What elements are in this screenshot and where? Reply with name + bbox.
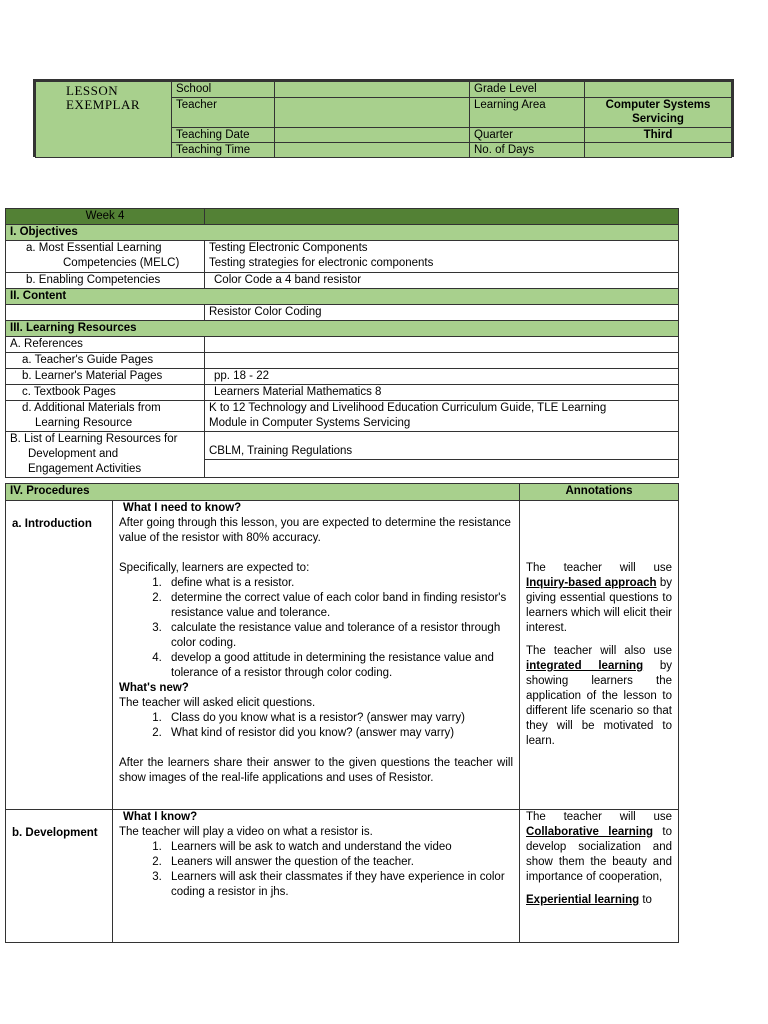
development-label: b. Development xyxy=(6,810,113,943)
introduction-content: What I need to know? After going through this lesson, you are expected to determine the resistance value of the resistor with 80% accuracy. Specifically, learners are expected to: 1. define what is a resistor. 2. determine the correct value of each color band in finding resistor's resistance value and tolerance. 3. calculate the resistance value and tolerance of a resistor through color coding. 4. develop a good attitude in determining the resistance value and tolerance of a resistor through color coding. What's new? The teacher will asked elicit questions. 1. Class do you know what is a resistor? (answer may varry) 2. What kind of resistor did you know? (answer may varry) After the learners share their answer to the given questions the teacher will show images of the real-life applications and uses of Resistor. xyxy=(113,501,520,810)
teachers-guide-label: a. Teacher's Guide Pages xyxy=(6,353,205,369)
additional-materials-label: d. Additional Materials from Learning Resource xyxy=(6,401,205,432)
content-heading: II. Content xyxy=(6,289,679,305)
school-value xyxy=(275,82,470,98)
list-resources-value: CBLM, Training Regulations xyxy=(205,432,679,460)
learners-material-label: b. Learner's Material Pages xyxy=(6,369,205,385)
grade-level-label: Grade Level xyxy=(470,82,585,98)
teacher-label: Teacher xyxy=(172,98,275,128)
melc-value: Testing Electronic Components Testing strategies for electronic components xyxy=(205,241,679,273)
teaching-time-value xyxy=(275,143,470,158)
melc-label: a. Most Essential Learning Competencies (MELC) xyxy=(6,241,205,273)
quarter-label: Quarter xyxy=(470,128,585,143)
textbook-label: c. Textbook Pages xyxy=(6,385,205,401)
week-value xyxy=(205,209,679,225)
resources-heading: III. Learning Resources xyxy=(6,321,679,337)
list-resources-empty xyxy=(205,459,679,477)
content-value: Resistor Color Coding xyxy=(205,305,679,321)
teachers-guide-value xyxy=(205,353,679,369)
week-label: Week 4 xyxy=(6,209,205,225)
enabling-value: Color Code a 4 band resistor xyxy=(205,273,679,289)
references-label: A. References xyxy=(6,337,205,353)
textbook-value: Learners Material Mathematics 8 xyxy=(205,385,679,401)
school-label: School xyxy=(172,82,275,98)
lesson-plan-table xyxy=(5,208,679,478)
development-content: What I know? The teacher will play a video on what a resistor is. 1. Learners will be ask to watch and understand the video 2. Leaners will answer the question of the teacher. 3. Learners will ask their classmates if they have experience in color coding a resistor in jhs. xyxy=(113,810,520,943)
lesson-exemplar-title: LESSON EXEMPLAR xyxy=(36,82,172,158)
annotations-heading: Annotations xyxy=(520,484,679,501)
list-resources-label: B. List of Learning Resources for Development and Engagement Activities xyxy=(6,432,205,478)
enabling-label: b. Enabling Competencies xyxy=(6,273,205,289)
objectives-heading: I. Objectives xyxy=(6,225,679,241)
lesson-header xyxy=(33,79,734,157)
learning-area-label: Learning Area xyxy=(470,98,585,128)
procedures-table xyxy=(5,483,679,943)
grade-level-value xyxy=(585,82,732,98)
introduction-label: a. Introduction xyxy=(6,501,113,810)
references-value xyxy=(205,337,679,353)
learning-area-value: Computer Systems Servicing xyxy=(585,98,732,128)
procedures-heading: IV. Procedures xyxy=(6,484,520,501)
teacher-value xyxy=(275,98,470,128)
days-label: No. of Days xyxy=(470,143,585,158)
teaching-date-value xyxy=(275,128,470,143)
development-annotation: The teacher will use Collaborative learning to develop socialization and show them the beauty and importance of cooperation, Experiential learning to xyxy=(520,810,679,943)
learners-material-value: pp. 18 - 22 xyxy=(205,369,679,385)
days-value xyxy=(585,143,732,158)
introduction-annotation: The teacher will use Inquiry-based approach by giving essential questions to learners which will elicit their interest. The teacher will also use integrated learning by showing learners the application of the lesson to different life scenario so that they will be motivated to learn. xyxy=(520,501,679,810)
additional-materials-value: K to 12 Technology and Livelihood Education Curriculum Guide, TLE Learning Module in Computer Systems Servicing xyxy=(205,401,679,432)
quarter-value: Third xyxy=(585,128,732,143)
teaching-time-label: Teaching Time xyxy=(172,143,275,158)
content-label xyxy=(6,305,205,321)
teaching-date-label: Teaching Date xyxy=(172,128,275,143)
